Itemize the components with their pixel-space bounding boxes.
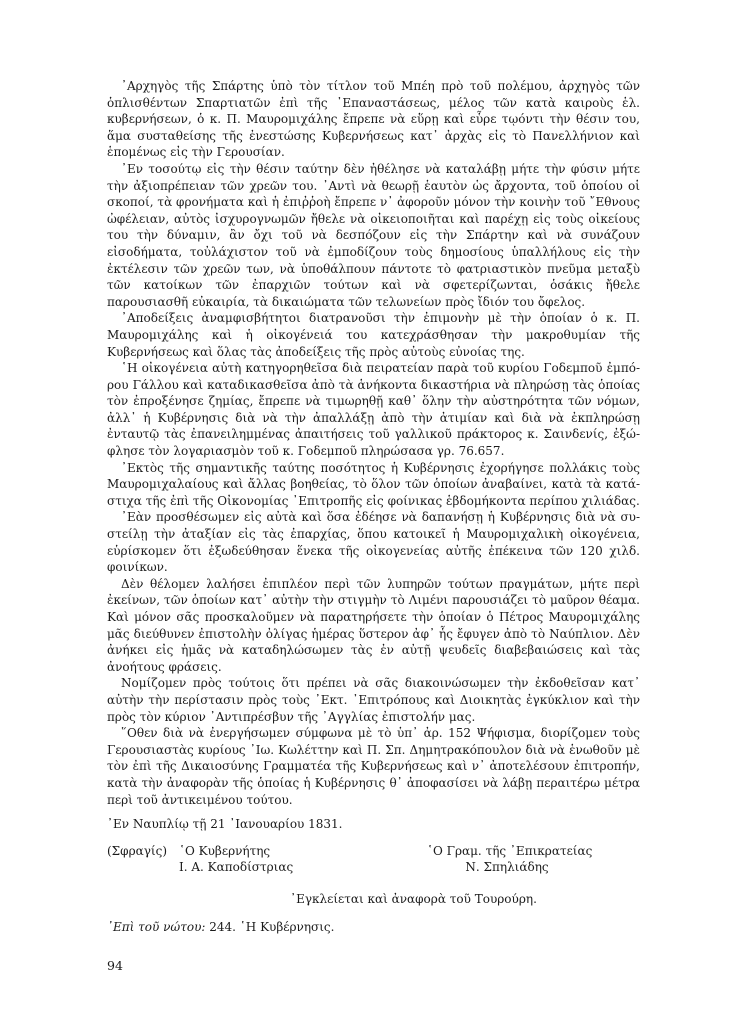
secretary-name: Ν. Σπηλιάδης bbox=[465, 860, 549, 875]
verso-note bbox=[107, 919, 640, 936]
seal-label: (Σφραγίς) bbox=[107, 843, 168, 858]
secretary-title: ῾Ο Γραμ. τῆς ᾿Επικρατείας bbox=[427, 843, 593, 858]
paragraph-3: ᾿Αποδείξεις ἀναμφισβήτητοι διατρανοῦσι τὴν ἐπιμονὴν μὲ τὴν ὁποίαν ὁ κ. Π. Μαυρομιχάλης καὶ ἡ οἰκογένειά του κατεχράσθησαν τὴν μακροθυμίαν τῆς Κυβερνήσεως καὶ ὅλας τὰς ἀποδείξεις τῆς πρὸς αὐτοὺς εὐνοίας της. bbox=[107, 311, 640, 359]
verso-text: 244. ῾Η Κυβέρνησις. bbox=[209, 920, 335, 935]
page-number: 94 bbox=[107, 958, 123, 973]
paragraph-2: ᾿Εν τοσούτῳ εἰς τὴν θέσιν ταύτην δὲν ἠθέλησε νὰ καταλάβῃ μήτε τὴν φύσιν μήτε τὴν ἀξιοπρέπειαν τῶν χρεῶν του. ᾿Αντὶ νὰ θεωρῇ ἑαυτὸν ὡς ἄρχοντα, τοῦ ὁποίου οἱ σκοποί, τὰ φρονήματα καὶ ἡ ἐπιῤῥοὴ ἔπρεπε ν᾿ ἀφοροῦν μόνον τὴν κοινὴν τοῦ ῎Εθνους ὠφέλειαν, αὐτὸς ἰσχυρογνωμῶν ἤθελε νὰ οἰκειοποιῆται καὶ παρέχῃ εἰς τοὺς οἰκείους του τὴν δύναμιν, ἂν ὄχι τοῦ νὰ δεσπόζουν εἰς τὴν Σπάρτην καὶ νὰ συνάζουν εἰσοδήματα, τοὐλάχιστον τοῦ νὰ ἐμποδίζουν τοὺς δημοσίους ὑπαλλήλους εἰς τὴν ἐκτέλεσιν τῶν χρεῶν των, νὰ ὑποθάλπουν πάντοτε τὸ φατριαστικὸν πνεῦμα μεταξὺ τῶν κατοίκων τῶν ἐπαρχιῶν τούτων καὶ νὰ σφετερίζωνται, ὁσάκις ἤθελε παρουσιασθῆ εὐκαιρία, τὰ δικαιώματα τῶν τελωνείων πρὸς ἴδιόν του ὄφελος. bbox=[107, 161, 640, 309]
signature-left bbox=[107, 843, 293, 876]
governor-title: ῾Ο Κυβερνήτης bbox=[179, 843, 271, 858]
place-date: ᾿Εν Ναυπλίῳ τῇ 21 ᾿Ιανουαρίου 1831. bbox=[107, 817, 343, 832]
paragraph-1: ᾿Αρχηγὸς τῆς Σπάρτης ὑπὸ τὸν τίτλον τοῦ Μπέη πρὸ τοῦ πολέμου, ἀρχηγὸς τῶν ὁπλισθέντων Σπαρτιατῶν ἐπὶ τῆς ᾿Επαναστάσεως, μέλος τῶν κατὰ καιροὺς ἑλ. κυβερνήσεων, ὁ κ. Π. Μαυρομιχάλης ἔπρεπε νὰ εὕρῃ καὶ εὗρε τῳόντι τὴν θέσιν του, ἅμα συσταθείσης τῆς ἐνεστώσης Κυβερνήσεως κατ᾿ ἀρχὰς εἰς τὸ Πανελλήνιον καὶ ἑπομένως εἰς τὴν Γερουσίαν. bbox=[107, 79, 640, 160]
signature-block bbox=[107, 843, 640, 879]
paragraph-6: ᾿Εὰν προσθέσωμεν εἰς αὐτὰ καὶ ὅσα ἐδέησε νὰ δαπανήσῃ ἡ Κυβέρνησις διὰ νὰ συστείλῃ τὴν ἀταξίαν εἰς τὰς ἐπαρχίας, ὅπου κατοικεῖ ἡ Μαυρομιχαλικὴ οἰκογένεια, εὑρίσκομεν ὅτι ἐξωδεύθησαν ἕνεκα τῆς οἰκογενείας αὐτῆς ἐπέκεινα τῶν 120 χιλδ. φοινίκων. bbox=[107, 510, 640, 575]
paragraph-5: ᾿Εκτὸς τῆς σημαντικῆς ταύτης ποσότητος ἡ Κυβέρνησις ἐχορήγησε πολλάκις τοὺς Μαυρομιχαλαίους καὶ ἄλλας βοηθείας, τὸ ὅλον τῶν ὁποίων ἀναβαίνει, κατὰ τὰ κατάστιχα τῆς ἐπὶ τῆς Οἰκονομίας ᾿Επιτροπῆς εἰς φοίνικας ἑβδομήκοντα περίπου χιλιάδας. bbox=[107, 460, 640, 508]
paragraph-7: Δὲν θέλομεν λαλήσει ἐπιπλέον περὶ τῶν λυπηρῶν τούτων πραγμάτων, μήτε περὶ ἐκείνων, τῶν ὁποίων κατ᾿ αὐτὴν τὴν στιγμὴν τὸ Λιμένι παρουσιάζει τὸ μαῦρον θέαμα. Καὶ μόνον σᾶς προσκαλοῦμεν νὰ παρατηρήσετε τὴν ὁποίαν ὁ Πέτρος Μαυρομιχάλης μᾶς διεύθυνεν ἐπιστολὴν ὀλίγας ἡμέρας ὕστερον ἀφ᾿ ἧς ἔφυγεν ἀπὸ τὸ Ναύπλιον. Δὲν ἀνήκει εἰς ἡμᾶς νὰ καταδηλώσωμεν τὰς ἐν αὐτῇ ψευδεῖς διαβεβαιώσεις καὶ τὰς ἀνοήτους φράσεις. bbox=[107, 576, 640, 674]
paragraph-4: ῾Η οἰκογένεια αὐτὴ κατηγορηθεῖσα διὰ πειρατείαν παρὰ τοῦ κυρίου Γοδεμποῦ ἐμπόρου Γάλλου καὶ καταδικασθεῖσα ἀπὸ τὰ ἁνήκοντα δικαστήρια νὰ πληρώσῃ τὰς ὁποίας τὸν ἐπροξένησε ζημίας, ἔπρεπε νὰ τιμωρηθῇ καθ᾿ ὅλην τὴν αὐστηρότητα τῶν νόμων, ἀλλ᾿ ἡ Κυβέρνησις διὰ νὰ τὴν ἀπαλλάξῃ ἀπὸ τὴν ἀτιμίαν καὶ διὰ νὰ ἐκπληρώσῃ ἐνταυτῷ τὰς ἐπανειλημμένας ἀπαιτήσεις τοῦ γαλλικοῦ πράκτορος κ. Σαινδενίς, ἐξώφλησε τὸν λογαριασμὸν τοῦ κ. Γοδεμποῦ πληρώσασα γρ. 76.657. bbox=[107, 361, 640, 459]
document-page bbox=[107, 78, 640, 948]
enclosure-note: ᾿Εγκλείεται καὶ ἀναφορὰ τοῦ Τουρούρη. bbox=[290, 891, 537, 906]
verso-label: ᾿Επὶ τοῦ νώτου: bbox=[107, 920, 206, 935]
governor-name: Ι. Α. Καποδίστριας bbox=[179, 860, 294, 875]
signature-right bbox=[427, 843, 593, 876]
paragraph-8: Νομίζομεν πρὸς τούτοις ὅτι πρέπει νὰ σᾶς διακοινώσωμεν τὴν ἐκδοθεῖσαν κατ᾿ αὐτὴν τὴν περίστασιν πρὸς τοὺς ᾿Εκτ. ᾿Επιτρόπους καὶ Διοικητὰς ἐγκύκλιον καὶ τὴν πρὸς τὸν κύριον ᾿Αντιπρέσβυν τῆς ᾿Αγγλίας ἐπιστολήν μας. bbox=[107, 676, 640, 724]
paragraph-9: ῞Οθεν διὰ νὰ ἐνεργήσωμεν σύμφωνα μὲ τὸ ὑπ᾿ ἀρ. 152 Ψήφισμα, διορίζομεν τοὺς Γερουσιαστὰς κυρίους ᾿Ιω. Κωλέττην καὶ Π. Σπ. Δημητρακόπουλον διὰ νὰ ἑνωθοῦν μὲ τὸν ἐπὶ τῆς Δικαιοσύνης Γραμματέα τῆς Κυβερνήσεως καὶ ν᾿ ἀποτελέσουν ἐπιτροπήν, κατὰ τὴν ἀναφορὰν τῆς ὁποίας ἡ Κυβέρνησις θ᾿ ἀποφασίσει νὰ λάβῃ περαιτέρω μέτρα περὶ τοῦ ἀντικειμένου τούτου. bbox=[107, 726, 640, 807]
